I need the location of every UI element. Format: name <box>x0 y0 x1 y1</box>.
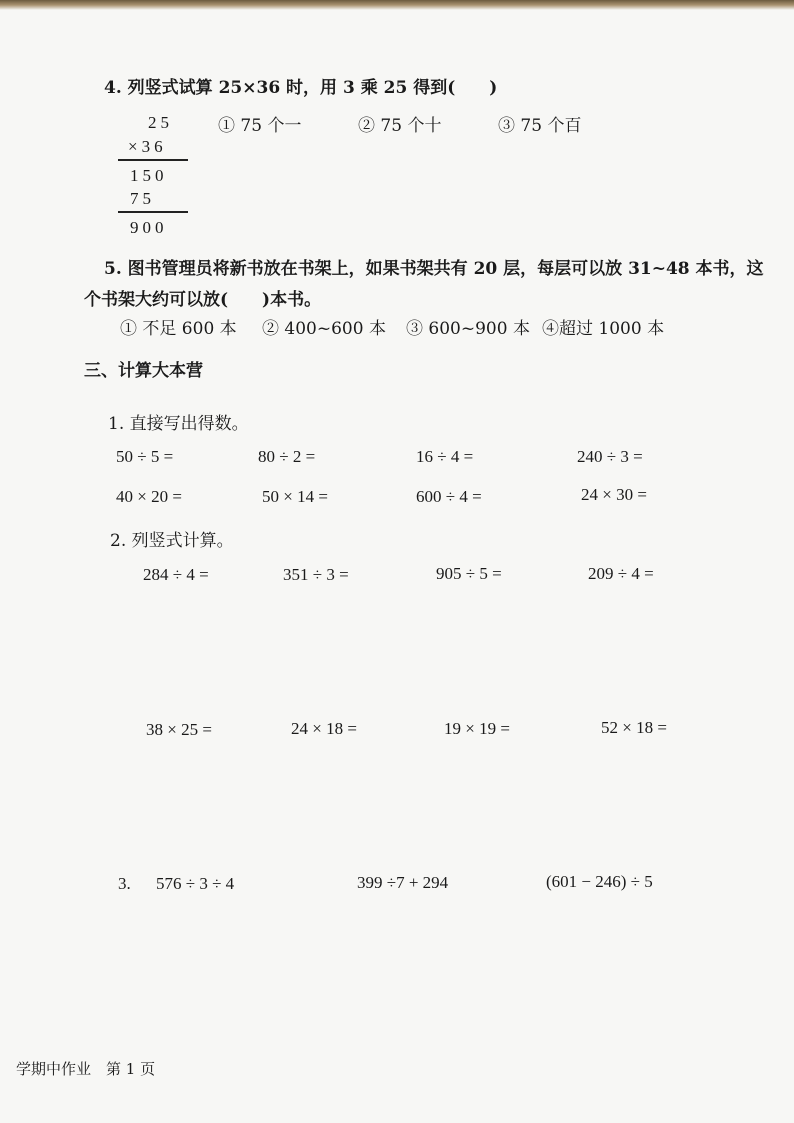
q4-vertical-row5: 900 <box>130 218 168 237</box>
sub2-r1-c3: 905 ÷ 5 = <box>436 564 502 583</box>
q4-question: 4. 列竖式试算 25×36 时，用 3 乘 25 得到( ) <box>104 78 498 98</box>
sub2-r2-c4: 52 × 18 = <box>601 718 667 737</box>
q4-option-2: ② 75 个十 <box>358 116 442 136</box>
section3-title: 三、计算大本营 <box>84 361 203 381</box>
q4-option-1: ① 75 个一 <box>218 116 302 136</box>
sub2-r2-c2: 24 × 18 = <box>291 719 357 738</box>
sub1-r1-c3: 16 ÷ 4 = <box>416 447 474 466</box>
sub1-r1-c4: 240 ÷ 3 = <box>577 447 643 466</box>
q5-option-3: ③ 600~900 本 <box>406 319 530 339</box>
sub1-r1-c2: 80 ÷ 2 = <box>258 447 316 466</box>
sub3-item-2: 399 ÷7 + 294 <box>357 873 449 892</box>
q4-vertical-row2: ×36 <box>128 137 167 156</box>
q4-option-3: ③ 75 个百 <box>498 116 582 136</box>
sub1-r2-c4: 24 × 30 = <box>581 485 647 504</box>
q4-vertical-line1 <box>118 159 188 161</box>
page-footer: 学期中作业 第 1 页 <box>16 1060 156 1078</box>
sub1-r2-c1: 40 × 20 = <box>116 487 182 506</box>
q5-option-4: ④超过 1000 本 <box>542 319 665 339</box>
sub2-r2-c3: 19 × 19 = <box>444 719 510 738</box>
q5-line1: 5. 图书管理员将新书放在书架上，如果书架共有 20 层，每层可以放 31~48 本书，这 <box>104 259 764 279</box>
sub2-r1-c2: 351 ÷ 3 = <box>283 565 349 584</box>
q5-option-2: ② 400~600 本 <box>262 319 386 339</box>
q4-vertical-row4: 75 <box>130 189 155 208</box>
scan-top-edge <box>0 0 794 10</box>
sub2-r2-c1: 38 × 25 = <box>146 720 212 739</box>
q5-option-1: ① 不足 600 本 <box>120 319 237 339</box>
sub1-r1-c1: 50 ÷ 5 = <box>116 447 174 466</box>
sub3-item-1: 576 ÷ 3 ÷ 4 <box>156 874 235 893</box>
q4-vertical-row1: 25 <box>148 113 173 132</box>
sub3-label: 3. <box>118 874 131 893</box>
sub2-title: 2. 列竖式计算。 <box>110 531 234 551</box>
sub2-r1-c4: 209 ÷ 4 = <box>588 564 654 583</box>
sub1-title: 1. 直接写出得数。 <box>108 414 249 434</box>
sub1-r2-c3: 600 ÷ 4 = <box>416 487 482 506</box>
q5-line2: 个书架大约可以放( )本书。 <box>84 290 322 310</box>
sub2-r1-c1: 284 ÷ 4 = <box>143 565 209 584</box>
sub1-r2-c2: 50 × 14 = <box>262 487 328 506</box>
sub3-item-3: (601 − 246) ÷ 5 <box>546 872 653 891</box>
q4-vertical-row3: 150 <box>130 166 168 185</box>
q4-vertical-line2 <box>118 211 188 213</box>
